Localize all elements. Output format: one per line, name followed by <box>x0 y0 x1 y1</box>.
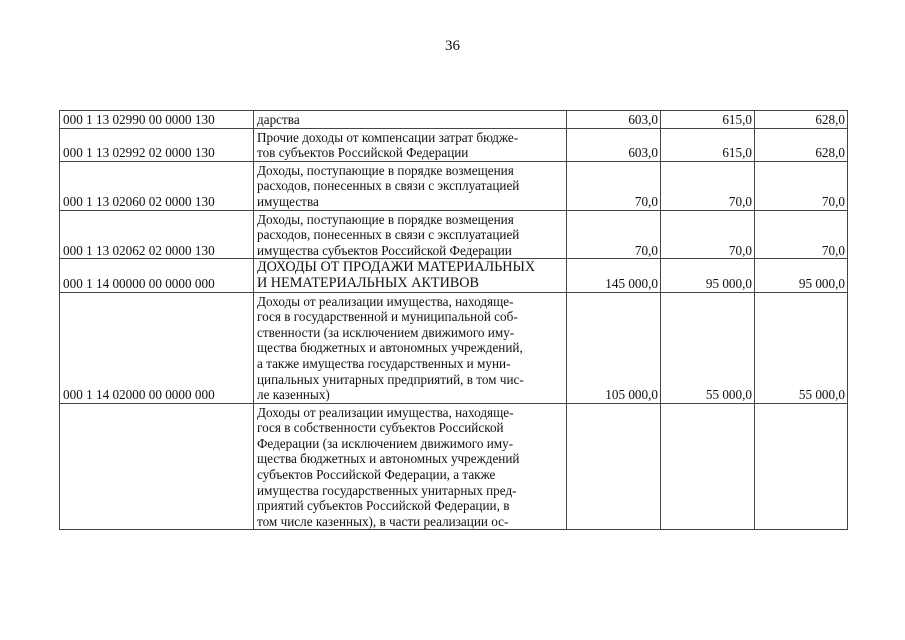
amount-cell-year-1: 70,0 <box>567 210 661 259</box>
revenue-name-line: ле казенных) <box>257 387 330 403</box>
budget-code-cell: 000 1 13 02060 02 0000 130 <box>60 161 254 210</box>
revenue-name-cell <box>254 292 567 403</box>
table-row <box>60 128 848 161</box>
amount-cell-year-2: 615,0 <box>661 111 755 129</box>
revenue-name-line: ственности (за исключением движимого иму- <box>257 324 515 340</box>
amount-cell-year-3: 95 000,0 <box>755 259 848 292</box>
revenue-name-line: дарства <box>257 112 300 127</box>
budget-code-cell <box>60 403 254 530</box>
revenue-name-cell <box>254 128 567 161</box>
amount-cell-year-1: 105 000,0 <box>567 292 661 403</box>
amount-cell-year-2: 95 000,0 <box>661 259 755 292</box>
revenue-name-line: том числе казенных), в части реализации ос- <box>257 513 509 529</box>
revenue-name-line: Прочие доходы от компенсации затрат бюдже- <box>257 129 519 145</box>
revenue-name-line: Доходы, поступающие в порядке возмещения <box>257 162 514 178</box>
revenue-name-line: а также имущества государственных и муни- <box>257 355 511 371</box>
table-row <box>60 259 848 292</box>
table-row <box>60 161 848 210</box>
budget-code-cell: 000 1 14 02000 00 0000 000 <box>60 292 254 403</box>
budget-code-cell: 000 1 13 02990 00 0000 130 <box>60 111 254 129</box>
table-row <box>60 111 848 129</box>
revenue-name-line: И НЕМАТЕРИАЛЬНЫХ АКТИВОВ <box>257 274 480 291</box>
budget-code-cell: 000 1 13 02062 02 0000 130 <box>60 210 254 259</box>
revenue-name-line: Доходы от реализации имущества, находяще- <box>257 404 514 420</box>
revenue-name-cell <box>254 259 567 292</box>
table-row <box>60 403 848 530</box>
revenue-name-line: щества бюджетных и автономных учреждений, <box>257 340 523 356</box>
revenue-name-cell <box>254 210 567 259</box>
revenue-name-line: ципальных унитарных предприятий, в том чис- <box>257 371 524 387</box>
revenue-name-line: приятий субъектов Российской Федерации, в <box>257 498 510 514</box>
revenue-name-line: расходов, понесенных в связи с эксплуатацией <box>257 178 520 194</box>
revenue-name-line: гося в собственности субъектов Российской <box>257 420 504 436</box>
revenue-name-line: тов субъектов Российской Федерации <box>257 145 469 161</box>
amount-cell-year-1: 603,0 <box>567 128 661 161</box>
amount-cell-year-3: 70,0 <box>755 210 848 259</box>
amount-cell-year-3: 55 000,0 <box>755 292 848 403</box>
revenue-name-line: субъектов Российской Федерации, а также <box>257 467 496 483</box>
page-number: 36 <box>445 38 460 54</box>
budget-revenue-table <box>59 110 848 530</box>
revenue-name-line: имущества субъектов Российской Федерации <box>257 242 512 258</box>
amount-cell-year-3 <box>755 403 848 530</box>
revenue-name-cell <box>254 161 567 210</box>
revenue-name-line: имущества <box>257 193 319 209</box>
amount-cell-year-2: 70,0 <box>661 161 755 210</box>
revenue-name-line: Федерации (за исключением движимого иму- <box>257 435 514 451</box>
budget-code-cell: 000 1 13 02992 02 0000 130 <box>60 128 254 161</box>
amount-cell-year-3: 70,0 <box>755 161 848 210</box>
table-row <box>60 210 848 259</box>
amount-cell-year-2: 55 000,0 <box>661 292 755 403</box>
revenue-name-cell <box>254 403 567 530</box>
table-row <box>60 292 848 403</box>
amount-cell-year-1: 603,0 <box>567 111 661 129</box>
revenue-name-line: щества бюджетных и автономных учреждений <box>257 451 520 467</box>
revenue-name-line: Доходы, поступающие в порядке возмещения <box>257 211 514 227</box>
revenue-name-line: имущества государственных унитарных пред- <box>257 482 517 498</box>
amount-cell-year-3: 628,0 <box>755 111 848 129</box>
revenue-name-line: ДОХОДЫ ОТ ПРОДАЖИ МАТЕРИАЛЬНЫХ <box>257 259 536 276</box>
amount-cell-year-2: 615,0 <box>661 128 755 161</box>
amount-cell-year-1: 145 000,0 <box>567 259 661 292</box>
revenue-name-line: Доходы от реализации имущества, находяще- <box>257 293 514 309</box>
table-body <box>60 111 848 530</box>
amount-cell-year-2: 70,0 <box>661 210 755 259</box>
amount-cell-year-1: 70,0 <box>567 161 661 210</box>
budget-code-cell: 000 1 14 00000 00 0000 000 <box>60 259 254 292</box>
amount-cell-year-3: 628,0 <box>755 128 848 161</box>
amount-cell-year-2 <box>661 403 755 530</box>
amount-cell-year-1 <box>567 403 661 530</box>
revenue-name-cell <box>254 111 567 129</box>
revenue-name-line: расходов, понесенных в связи с эксплуатацией <box>257 227 520 243</box>
revenue-name-line: гося в государственной и муниципальной соб- <box>257 309 518 325</box>
